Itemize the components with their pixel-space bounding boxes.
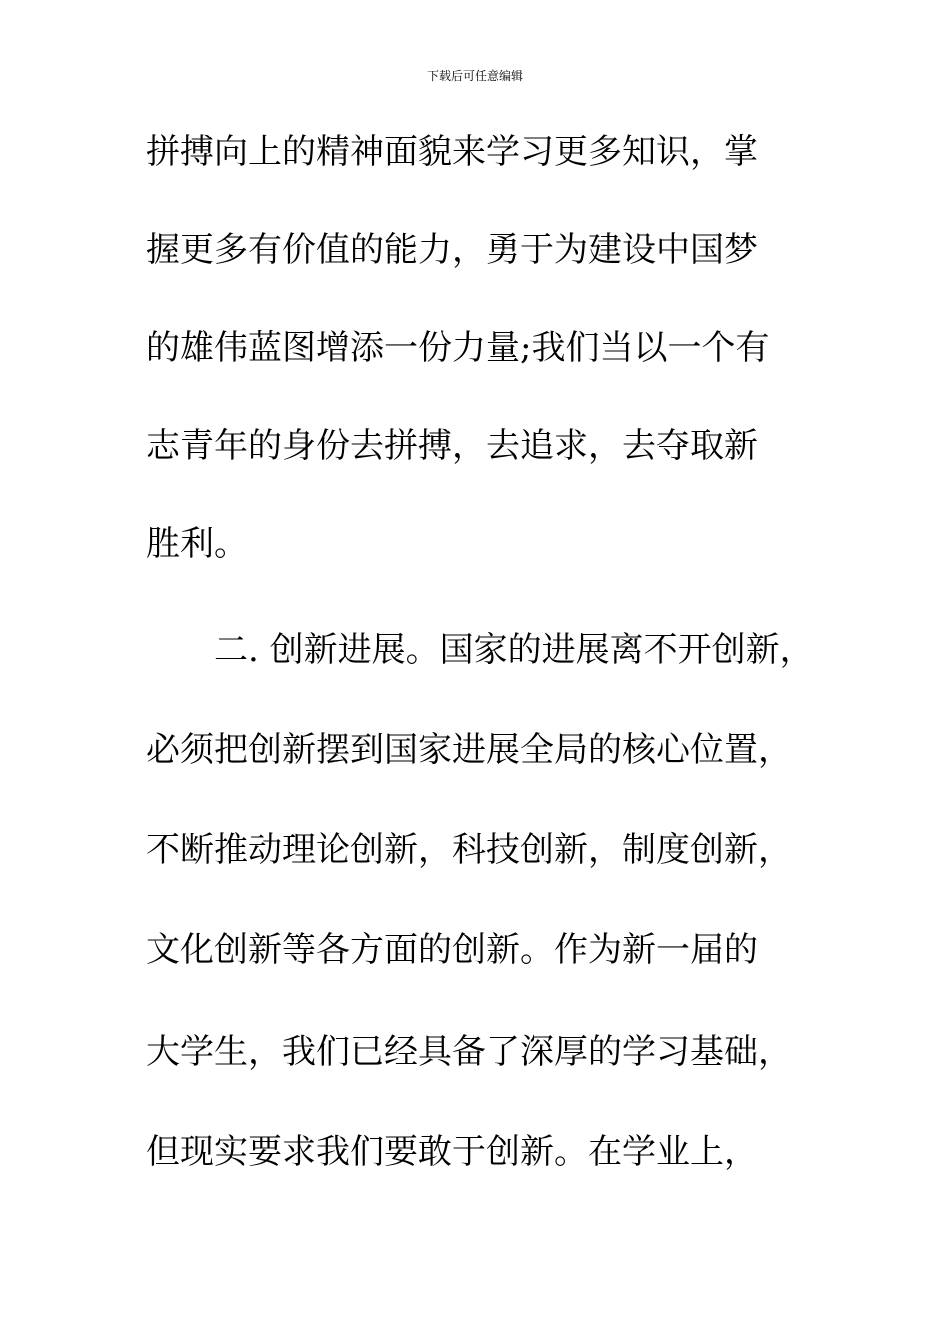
text-line: 但现实要求我们要敢于创新。在学业上，: [146, 1132, 758, 1172]
text-line: 不断推动理论创新，科技创新，制度创新，: [146, 830, 792, 870]
text-line: 文化创新等各方面的创新。作为新一届的: [146, 930, 758, 970]
text-line: 拼搏向上的精神面貌来学习更多知识，掌: [146, 132, 758, 172]
header-note: 下载后可任意编辑: [426, 69, 523, 83]
text-line: 志青年的身份去拼搏，去追求，去夺取新: [146, 426, 758, 466]
section-heading-line: 二. 创新进展。国家的进展离不开创新，: [214, 630, 814, 670]
text-line: 胜利。: [146, 524, 248, 564]
text-line: 必须把创新摆到国家进展全局的核心位置，: [146, 730, 792, 770]
text-line: 握更多有价值的能力，勇于为建设中国梦: [146, 230, 758, 270]
text-line: 的雄伟蓝图增添一份力量;我们当以一个有: [146, 328, 770, 368]
text-line: 大学生，我们已经具备了深厚的学习基础，: [146, 1032, 792, 1072]
